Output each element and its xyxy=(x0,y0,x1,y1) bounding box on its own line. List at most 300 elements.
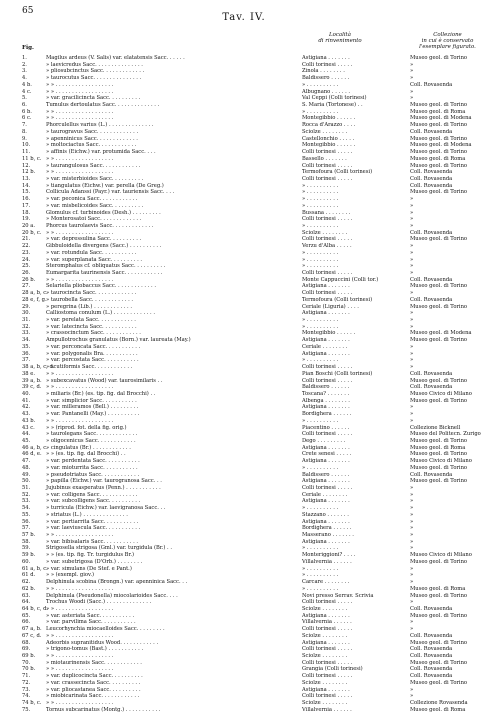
figure-number: 61 a, b, c. xyxy=(22,565,48,572)
table-row xyxy=(22,613,484,620)
collection-header-line-2: in cui è conservato xyxy=(421,38,474,44)
locality: Termofoura (Colli torinesi) xyxy=(302,169,373,176)
locality: Baldissero . . . . . . xyxy=(302,75,350,82)
collection: » xyxy=(410,317,414,324)
figure-number: 24. xyxy=(22,256,31,263)
table-row xyxy=(22,532,484,539)
figure-number: 70. xyxy=(22,659,31,666)
figure-number: 9. xyxy=(22,135,27,142)
figure-number: 46 d, e. xyxy=(22,451,42,458)
locality: Ceriale . . . . . . . . xyxy=(302,491,348,498)
table-row xyxy=(22,525,484,532)
locality: Colli torinesi . . . . . xyxy=(302,149,353,156)
figure-number: 69 b. xyxy=(22,652,36,659)
collection: Museo geol. di Torino xyxy=(410,337,468,344)
locality: Grangia (Colli torinesi) xyxy=(302,666,363,673)
figure-number: 28 e, f, g. xyxy=(22,296,47,303)
table-row xyxy=(22,210,484,217)
page-number: 65 xyxy=(22,6,34,16)
figure-number: 26 b. xyxy=(22,276,36,283)
table-row xyxy=(22,68,484,75)
figure-number: 69. xyxy=(22,646,31,653)
taxon-name: Tornus subcarinatus (Montg.) . . . . . . . . . . . xyxy=(46,706,161,713)
taxon-name: » taurolegans Sacc. . . . . . . . . . . . . xyxy=(46,431,138,438)
collection: » xyxy=(410,323,414,330)
taxon-name: » taurocutus Sacc. . . . . . . . . . . . . . . xyxy=(46,75,142,82)
collection: Coll. Rovasenda xyxy=(410,652,453,659)
collection: Museo geol. di Torino xyxy=(410,162,468,169)
locality: Colli torinesi . . . . . xyxy=(302,431,353,438)
locality: Sciolze . . . . . . . . xyxy=(302,605,348,612)
locality: Astigiana . . . . . . . xyxy=(302,686,350,693)
taxon-name: Trochus Woodi (Sacc.) . . . . . . . . . . . . . . xyxy=(46,599,152,606)
taxon-name: » oligocenicus Sacc. . . . . . . . . . . . xyxy=(46,437,136,444)
figure-number: 22. xyxy=(22,243,31,250)
table-row xyxy=(22,505,484,512)
collection: Museo geol. di Torino xyxy=(410,55,468,61)
taxon-name: » trigono-tomus (Bast.) . . . . . . . . . . . xyxy=(46,646,144,653)
taxon-name: » taurogravus Sacc. . . . . . . . . . . . . xyxy=(46,128,139,135)
taxon-name: Calliostoma conulum (L.) . . . . . . . . . . . . . xyxy=(46,310,155,317)
collection: Museo geol. di Torino xyxy=(410,236,468,243)
locality: Villalvernia . . . . . . xyxy=(302,558,352,565)
fig-header: Fig. xyxy=(22,45,34,51)
collection: Collezione Rovasenda xyxy=(410,700,468,706)
figure-number: 57. xyxy=(22,525,31,532)
locality: » . . . . . . . . . . xyxy=(302,417,339,424)
collection: Museo Civico di Milano xyxy=(410,390,472,397)
taxon-name: » var. subetrigosa (D'Orb.) . . . . . . . . xyxy=(46,558,143,565)
table-row xyxy=(22,646,484,653)
locality: » . . . . . . . . . . xyxy=(302,189,339,196)
figure-number: 33. xyxy=(22,330,31,337)
figure-number: 47. xyxy=(22,458,31,465)
taxon-name: » var. duplicocincta Sacc. . . . . . . . . . xyxy=(46,673,143,680)
locality: » . . . . . . . . . . xyxy=(302,249,339,256)
collection: Museo geol. di Modena xyxy=(410,142,472,149)
collection: Coll. Rovasenda xyxy=(410,175,453,182)
taxon-name: Ampullotrochus granulatus (Born.) var. laureata (May.) xyxy=(46,337,191,344)
figure-number: 32. xyxy=(22,323,31,330)
figure-number: 17. xyxy=(22,202,31,209)
collection: Museo geol. di Torino xyxy=(410,283,468,290)
taxon-name: Tumulus dertoulatus Sacc. . . . . . . . . . . . . . xyxy=(46,102,160,109)
table-row xyxy=(22,687,484,694)
figure-number: 29. xyxy=(22,303,31,310)
table-row xyxy=(22,465,484,472)
figure-number: 6 b. xyxy=(22,108,32,115)
collection: » xyxy=(410,599,414,606)
figure-number: 21. xyxy=(22,236,31,243)
taxon-name: » apenninicus Sacc. . . . . . . . . . . . . xyxy=(46,135,138,142)
taxon-name: » var. bibisalaris Sacc. . . . . . . . . . . xyxy=(46,538,139,545)
collection: Coll. Rovasenda xyxy=(410,128,453,135)
collection-header-line-1: Collezione xyxy=(433,32,462,38)
table-row xyxy=(22,700,484,707)
locality: Colli torinesi . . . . . xyxy=(302,175,353,182)
locality: Ceriale . . . . . . . . xyxy=(302,343,348,350)
taxon-name: » » . . . . . . . . . . . . . . . . . . xyxy=(46,652,114,659)
collection: Museo geol. di Torino xyxy=(410,437,468,444)
collection: » xyxy=(410,68,414,75)
collection: Coll. Rovasenda xyxy=(410,370,453,377)
locality: Astigiana . . . . . . . xyxy=(302,310,350,317)
figure-number: 67 c, d. xyxy=(22,632,42,639)
figure-number: 70 b. xyxy=(22,666,36,673)
taxon-name: » moltociactus Sacc. . . . . . . . . . . . xyxy=(46,142,137,149)
table-row xyxy=(22,297,484,304)
taxon-name: » var. pertiarrita Sacc. . . . . . . . . . . xyxy=(46,518,139,525)
collection: Museo geol. di Torino xyxy=(410,377,468,384)
figure-number: 31. xyxy=(22,317,31,324)
collection: Coll. Rovasenda xyxy=(410,605,453,612)
table-row xyxy=(22,673,484,680)
table-row xyxy=(22,344,484,351)
locality: Colli torinesi . . . . . xyxy=(302,485,353,491)
collection: Coll. Rovasenda xyxy=(410,169,453,176)
figure-number: 12 b. xyxy=(22,169,36,176)
collection: » xyxy=(410,545,414,552)
taxon-name: » turricula (Eichw.) var. laevigranosa Sacc. . . xyxy=(46,505,166,512)
figure-number: 20 b, c. xyxy=(22,229,42,236)
taxon-name: » var. parvilima Sacc. . . . . . . . . . . xyxy=(46,619,136,626)
locality: Termofoura (Colli torinesi) xyxy=(302,296,373,303)
figure-number: 61 d. xyxy=(22,572,36,579)
table-row xyxy=(22,156,484,163)
table-row xyxy=(22,559,484,566)
taxon-name: Phorculellus varius (L.) . . . . . . . . . . . . . . xyxy=(46,122,154,129)
table-row xyxy=(22,75,484,82)
locality: » . . . . . . . . . . xyxy=(302,585,339,592)
locality: Colli torinesi . . . . . xyxy=(302,61,353,68)
figure-number: 4. xyxy=(22,75,27,82)
locality: Colli torinesi . . . . . xyxy=(302,599,353,606)
collection: Museo geol. di Roma xyxy=(410,444,466,451)
collection: » xyxy=(410,256,414,263)
locality: » . . . . . . . . . . xyxy=(302,572,339,579)
figure-number: 28 a, b, c. xyxy=(22,290,48,297)
figure-number: 73. xyxy=(22,686,31,693)
collection: Museo geol. di Torino xyxy=(410,149,468,156)
collection: » xyxy=(410,75,414,82)
locality: Carcare . . . . . . . . xyxy=(302,579,350,586)
locality: Colli torinesi . . . . . xyxy=(302,693,353,700)
taxon-name: » » . . . . . . . . . . . . . . . . . . xyxy=(46,88,114,95)
table-row xyxy=(22,102,484,109)
figure-number: 75. xyxy=(22,706,31,713)
collection: » xyxy=(410,249,414,256)
figure-number: 55. xyxy=(22,511,31,518)
locality: Sciolze . . . . . . . . xyxy=(302,652,348,659)
figure-number: 10. xyxy=(22,142,31,149)
collection: Coll. Rovasenda xyxy=(410,81,453,88)
locality: Rocca d'Arazzo . . . . xyxy=(302,122,356,129)
taxon-name: » » . . . . . . . . . . . . . . . . . . xyxy=(46,81,114,88)
collection: Coll. Rovasenda xyxy=(410,296,453,303)
table-row xyxy=(22,680,484,687)
figure-number: 12. xyxy=(22,162,31,169)
taxon-name: » var. polygonalis Bra. . . . . . . . . . . xyxy=(46,350,138,357)
collection: » xyxy=(410,222,414,229)
taxon-name: » var. mioturrita Sacc. . . . . . . . . . . xyxy=(46,464,138,471)
taxon-name: Delphinula (Pseudonella) miocolarioides Sacc. . . . xyxy=(46,592,178,599)
locality: Astigiana . . . . . . . xyxy=(302,518,350,525)
locality: Sciolze . . . . . . . . xyxy=(302,679,348,686)
table-row xyxy=(22,82,484,89)
taxon-name: » var. colligens Sacc. . . . . . . . . . . . xyxy=(46,491,138,498)
locality: Astigiana . . . . . . . xyxy=(302,404,350,411)
collection: » xyxy=(410,216,414,223)
collection: » xyxy=(410,498,414,505)
figure-number: 54. xyxy=(22,505,31,512)
locality: Astigiana . . . . . . . xyxy=(302,350,350,357)
plate-title: Tav. IV. xyxy=(222,12,266,23)
collection: » xyxy=(410,417,414,424)
figure-number: 25. xyxy=(22,263,31,270)
collection: » xyxy=(410,505,414,512)
figure-number: 11. xyxy=(22,149,31,156)
taxon-name: » » . . . . . . . . . . . . . . . . . . xyxy=(46,605,114,612)
table-row xyxy=(22,89,484,96)
table-row xyxy=(22,519,484,526)
table-row xyxy=(22,283,484,290)
taxon-name: » peregrina (Lib.) . . . . . . . . . . . . xyxy=(46,303,133,310)
locality: Colli torinesi . . . . . xyxy=(302,290,353,297)
figure-number: 43. xyxy=(22,411,31,418)
table-row xyxy=(22,203,484,210)
taxon-name: » affinis (Eichw.) var. protumida Sacc. . . . xyxy=(46,149,156,156)
taxon-name: » taurangulosus Sacc. . . . . . . . . . . . xyxy=(46,162,141,169)
locality: » . . . . . . . . . . xyxy=(302,323,339,330)
table-row xyxy=(22,216,484,223)
table-row xyxy=(22,62,484,69)
collection: Museo Civico di Milano xyxy=(410,458,472,465)
locality: Colli torinesi . . . . . xyxy=(302,646,353,653)
taxon-name: » var. subcolligens Sacc. . . . . . . . . . xyxy=(46,498,141,505)
locality: Sciolze . . . . . . . . xyxy=(302,229,348,236)
taxon-name: Gibbuloidella divergens (Sacc.) . . . . . . . . . . xyxy=(46,243,162,250)
figure-number: 20 a. xyxy=(22,222,35,229)
taxon-name: » var. gracilicincta Sacc. . . . . . . . . . xyxy=(46,95,141,102)
locality: Astigiana . . . . . . . xyxy=(302,639,350,646)
collection: Coll. Rovasenda xyxy=(410,471,453,478)
collection: » xyxy=(410,525,414,532)
table-row xyxy=(22,485,484,492)
table-row xyxy=(22,176,484,183)
collection: » xyxy=(410,485,414,491)
figure-number: 42. xyxy=(22,404,31,411)
taxon-name: » var. percostata Sacc. . . . . . . . . . . xyxy=(46,357,139,364)
collection: Museo geol. di Roma xyxy=(410,155,466,162)
taxon-name: Delphinula scobina (Brongn.) var. apenninica Sacc. . . xyxy=(46,579,188,586)
collection: Museo geol. di Torino xyxy=(410,451,468,458)
table-row xyxy=(22,458,484,465)
collection: » xyxy=(410,95,414,102)
locality: Astigiana . . . . . . . xyxy=(302,478,350,485)
figure-number: 64 b, c, d. xyxy=(22,605,49,612)
taxon-name: » » . . . . . . . . . . . . . . . . . . xyxy=(46,155,114,162)
locality: Albenga . . . . . . . . xyxy=(302,397,350,404)
collection: Coll. Rovasenda xyxy=(410,229,453,236)
taxon-name: » cingulatus (Br.) . . . . . . . . . . . . xyxy=(46,444,131,451)
taxon-name: Jujubinus exasperatus (Penn.) . . . . . . . . . . . xyxy=(46,485,161,491)
locality: Sciolze . . . . . . . . xyxy=(302,700,348,706)
collection: » xyxy=(410,572,414,579)
collection: » xyxy=(410,310,414,317)
collection-header xyxy=(410,32,485,50)
locality: Val Ceppi (Colli torinesi) xyxy=(302,95,367,102)
taxon-name: » var. simplicior Sacc. . . . . . . . . . . xyxy=(46,397,137,404)
taxon-name: Collicula Adanssi (Payr.) var. tauriensis Sacc. . . . xyxy=(46,189,175,196)
table-row xyxy=(22,599,484,606)
table-row xyxy=(22,169,484,176)
figure-number: 16. xyxy=(22,196,31,203)
locality: Monte Cappuccini (Colli tor.) xyxy=(302,276,379,283)
taxon-name: Adeorbis supranitidus Wood. . . . . . . . . . . . xyxy=(46,639,159,646)
figure-number: 35. xyxy=(22,343,31,350)
table-row xyxy=(22,586,484,593)
locality: Astigiana . . . . . . . xyxy=(302,55,350,61)
taxon-name: » striatus (L.) . . . . . . . . . . . . . . xyxy=(46,511,128,518)
taxon-name: » » . . . . . . . . . . . . . . . . . . xyxy=(46,169,114,176)
collection: » xyxy=(410,518,414,525)
taxon-name: » » (riprod. fot. della fig. orig.) xyxy=(46,424,127,431)
collection: Coll. Rovasenda xyxy=(410,666,453,673)
collection: » xyxy=(410,270,414,276)
locality: Bussana . . . . . . . . xyxy=(302,209,351,216)
table-row xyxy=(22,310,484,317)
taxon-name: Steromphalus cf. obliquatus Sacc. . . . . . . . . . xyxy=(46,263,166,270)
locality: » . . . . . . . . . . xyxy=(302,545,339,552)
locality: Colli torinesi . . . . . xyxy=(302,364,353,371)
collection: Museo geol. di Modena xyxy=(410,330,472,337)
table-row xyxy=(22,230,484,237)
locality: Astigiana . . . . . . . xyxy=(302,538,350,545)
figure-list xyxy=(22,55,484,713)
locality: Astigiana . . . . . . . xyxy=(302,498,350,505)
locality: Astigiana . . . . . . . xyxy=(302,337,350,344)
locality: » . . . . . . . . . . xyxy=(302,182,339,189)
collection: » xyxy=(410,350,414,357)
collection: » xyxy=(410,411,414,418)
taxon-name: » » (es. tip. fig. dal Brocchi) . . xyxy=(46,451,126,458)
locality: Colli torinesi . . . . . xyxy=(302,162,353,169)
figure-number: 4 c. xyxy=(22,88,32,95)
locality: Villalvernia . . . . . . xyxy=(302,706,352,713)
taxon-name: » pliosubcinctus Sacc. . . . . . . . . . . . . xyxy=(46,68,145,75)
collection: Coll. Rovasenda xyxy=(410,384,453,391)
taxon-name: » tiangulatus (Eichw.) var. perella (De Greg.) xyxy=(46,182,164,189)
figure-number: 46 a, b, c. xyxy=(22,444,48,451)
taxon-name: Strigosella strigosa (Gml.) var. turgidula (Br.) . . xyxy=(46,545,173,552)
collection: » xyxy=(410,538,414,545)
table-row xyxy=(22,418,484,425)
figure-number: 41. xyxy=(22,397,31,404)
figure-number: 60. xyxy=(22,558,31,565)
collection: » xyxy=(410,565,414,572)
table-row xyxy=(22,149,484,156)
figure-number: 66. xyxy=(22,619,31,626)
taxon-name: » » . . . . . . . . . . . . . . . . . . xyxy=(46,700,114,706)
locality: Toscana? . . . . . . . xyxy=(302,390,350,397)
taxon-name: » miotaurinensis Sacc. . . . . . . . . . . . xyxy=(46,659,142,666)
taxon-name: » » . . . . . . . . . . . . . . . . . . xyxy=(46,229,114,236)
table-row xyxy=(22,351,484,358)
collection: Museo Civico di Milano xyxy=(410,552,472,559)
table-row xyxy=(22,55,484,62)
table-row xyxy=(22,364,484,371)
collection: Museo geol. di Torino xyxy=(410,189,468,196)
collection: » xyxy=(410,196,414,203)
figure-number: 65. xyxy=(22,612,31,619)
locality: » . . . . . . . . . . xyxy=(302,202,339,209)
table-row xyxy=(22,129,484,136)
collection: Museo geol. di Roma xyxy=(410,585,466,592)
taxon-name: » var. asteriata Sacc. . . . . . . . . . . xyxy=(46,612,135,619)
locality: Bordighera . . . . . . xyxy=(302,525,352,532)
figure-number: 1. xyxy=(22,55,27,61)
figure-number: 18. xyxy=(22,209,31,216)
taxon-name: » » . . . . . . . . . . . . . . . . . . xyxy=(46,532,114,539)
figure-number: 40. xyxy=(22,390,31,397)
collection: » xyxy=(410,243,414,250)
taxon-name: » var. laeviuscula Sacc. . . . . . . . . . . xyxy=(46,525,141,532)
locality: » . . . . . . . . . . xyxy=(302,565,339,572)
locality: Crete senesi . . . . . xyxy=(302,451,352,458)
table-row xyxy=(22,425,484,432)
collection: » xyxy=(410,686,414,693)
locality: » . . . . . . . . . . xyxy=(302,317,339,324)
locality: Sciolze . . . . . . . . xyxy=(302,128,348,135)
collection: Museo geol. di Torino xyxy=(410,135,468,142)
table-row xyxy=(22,411,484,418)
taxon-name: Glomulus cf. turbinoides (Desh.) . . . . . . . . . xyxy=(46,209,161,216)
locality: Montegibbio . . . . . . xyxy=(302,330,356,337)
figure-number: 39 a, b. xyxy=(22,377,42,384)
figure-number: 43 b. xyxy=(22,417,36,424)
figure-number: 36. xyxy=(22,350,31,357)
taxon-name: » var. milleramos (Bell.) . . . . . . . . . xyxy=(46,404,139,411)
figure-number: 63. xyxy=(22,592,31,599)
table-row xyxy=(22,451,484,458)
collection: » xyxy=(410,364,414,371)
locality: Colli torinesi . . . . . xyxy=(302,673,353,680)
collection: Museo geol. di Roma xyxy=(410,108,466,115)
figure-number: 34. xyxy=(22,337,31,344)
collection: Coll. Rovasenda xyxy=(410,276,453,283)
figure-number: 56. xyxy=(22,518,31,525)
collection-header-line-3: l'esemplare figurato. xyxy=(419,44,476,50)
figure-number: 53. xyxy=(22,498,31,505)
taxon-name: » » . . . . . . . . . . . . . . . . . . xyxy=(46,585,114,592)
locality: Colli torinesi . . . . . xyxy=(302,659,353,666)
table-row xyxy=(22,196,484,203)
collection: Museo del Politecn. Zurigo xyxy=(410,431,481,438)
table-row xyxy=(22,619,484,626)
collection: Coll. Rovasenda xyxy=(410,182,453,189)
table-row xyxy=(22,263,484,270)
locality: S. Maria (Tortonese) . . xyxy=(302,102,363,109)
figure-number: 49. xyxy=(22,471,31,478)
collection: Museo geol. di Torino xyxy=(410,122,468,129)
figure-number: 14. xyxy=(22,182,31,189)
table-row xyxy=(22,492,484,499)
locality: Colli torinesi . . . . . xyxy=(302,216,353,223)
figure-number: 6 c. xyxy=(22,115,32,122)
table-row xyxy=(22,277,484,284)
locality: » . . . . . . . . . . xyxy=(302,222,339,229)
locality: Villalvernia . . . . . . xyxy=(302,619,352,626)
